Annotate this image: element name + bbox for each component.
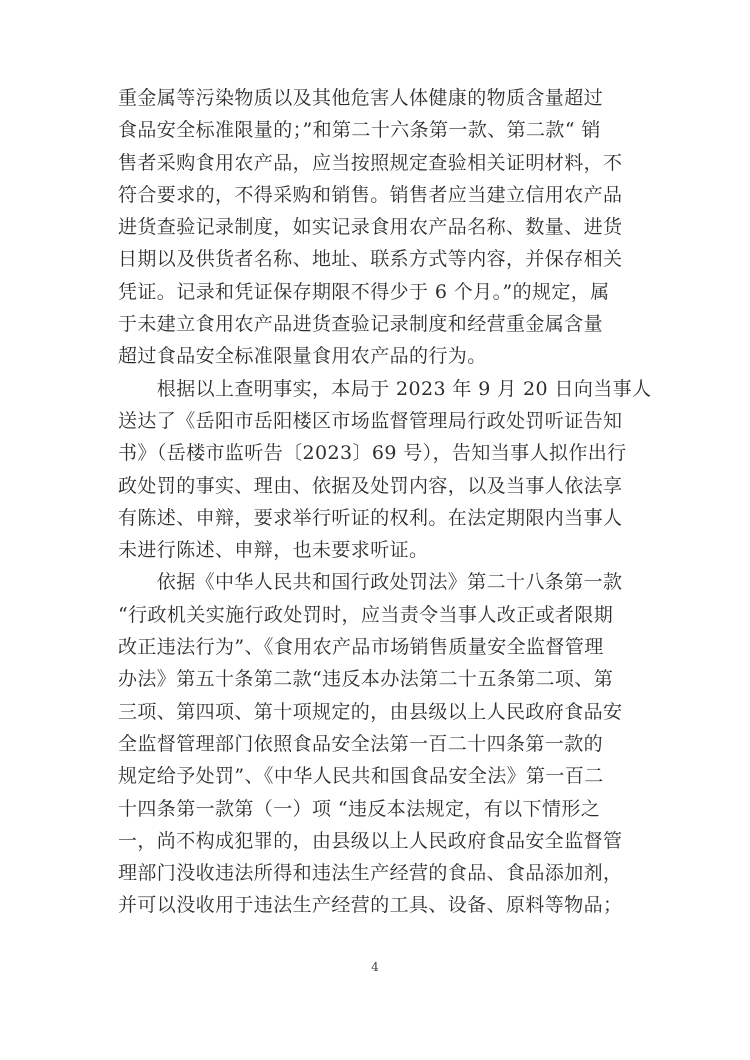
body-text — [118, 82, 652, 922]
text-line: 十四条第一款第（一）项 “违反本法规定，有以下情形之 — [118, 797, 601, 820]
text-line: 未进行陈述、申辩，也未要求听证。 — [118, 539, 429, 562]
text-line: 一，尚不构成犯罪的，由县级以上人民政府食品安全监督管 — [118, 829, 623, 852]
text-line: 超过食品安全标准限量食用农产品的行为。 — [118, 345, 487, 368]
text-line: 日期以及供货者名称、地址、联系方式等内容，并保存相关 — [118, 248, 623, 271]
text-line: 三项、第四项、第十项规定的，由县级以上人民政府食品安 — [118, 700, 623, 723]
text-line: 改正违法行为”、《食用农产品市场销售质量安全监督管理 — [118, 636, 604, 659]
text-line: 政处罚的事实、理由、依据及处罚内容，以及当事人依法享 — [118, 474, 623, 497]
text-line: 有陈述、申辩，要求举行听证的权利。在法定期限内当事人 — [118, 506, 623, 529]
text-line: 凭证。记录和凭证保存期限不得少于 6 个月。”的规定，属 — [118, 280, 610, 303]
text-line: 重金属等污染物质以及其他危害人体健康的物质含量超过 — [118, 87, 604, 109]
page-number: 4 — [371, 960, 379, 974]
text-line: 根据以上查明事实，本局于 2023 年 9 月 20 日向当事人 — [118, 377, 652, 400]
text-line: 规定给予处罚”、《中华人民共和国食品安全法》第一百二 — [118, 765, 604, 788]
text-line: “行政机关实施行政处罚时，应当责令当事人改正或者限期 — [118, 603, 614, 626]
text-line: 全监督管理部门依照食品安全法第一百二十四条第一款的 — [118, 732, 604, 755]
text-line: 于未建立食用农产品进货查验记录制度和经营重金属含量 — [118, 313, 604, 336]
text-line: 依据《中华人民共和国行政处罚法》第二十八条第一款 — [118, 571, 623, 594]
text-line: 送达了《岳阳市岳阳楼区市场监督管理局行政处罚听证告知 — [118, 409, 623, 432]
text-line: 进货查验记录制度，如实记录食用农产品名称、数量、进货 — [118, 216, 623, 239]
text-line: 符合要求的，不得采购和销售。销售者应当建立信用农产品 — [118, 183, 623, 206]
text-line: 售者采购食用农产品，应当按照规定查验相关证明材料，不 — [118, 151, 623, 174]
text-line: 食品安全标准限量的；”和第二十六条第一款、第二款“ 销 — [118, 119, 601, 142]
text-line: 书》（岳楼市监听告〔2023〕69 号），告知当事人拟作出行 — [118, 442, 627, 465]
text-line: 并可以没收用于违法生产经营的工具、设备、原料等物品； — [118, 894, 623, 917]
text-line: 理部门没收违法所得和违法生产经营的食品、食品添加剂， — [118, 862, 623, 885]
text-line: 办法》第五十条第二款“违反本办法第二十五条第二项、第 — [118, 668, 614, 691]
